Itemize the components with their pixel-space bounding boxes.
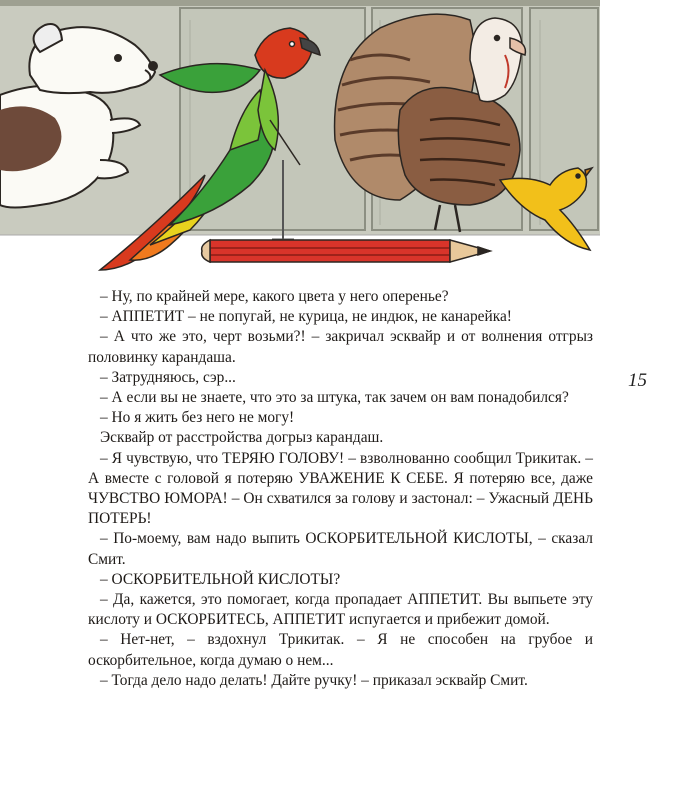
paragraph: – А что же это, черт возьми?! – закричал эсквайр и от волнения отгрыз половинку карандаша. — [88, 328, 593, 366]
paragraph: – Тогда дело надо делать! Дайте ручку! – приказал эсквайр Смит. — [100, 671, 528, 689]
book-illustration — [0, 0, 680, 285]
paragraph: – Затрудняюсь, сэр... — [100, 368, 236, 386]
page-number: 15 — [628, 370, 647, 391]
paragraph: – АППЕТИТ – не попугай, не курица, не индюк, не канарейка! — [100, 308, 512, 326]
illustration-svg — [0, 0, 680, 285]
paragraph: – ОСКОРБИТЕЛЬНОЙ КИСЛОТЫ? — [100, 570, 341, 588]
pencil-icon — [202, 240, 490, 262]
paragraph: – Ну, по крайней мере, какого цвета у него оперенье? — [100, 288, 449, 305]
paragraph: – Я чувствую, что ТЕРЯЮ ГОЛОВУ! – взволнованно сообщил Трикитак. – А вместе с головой я потеряю УВАЖЕНИЕ К СЕБЕ. Я потеряю все, даже ЧУВСТВО ЮМОРА! – Он схватился за голову и застонал: – Ужасный ДЕНЬ ПОТЕРЬ! — [88, 449, 593, 528]
paragraph: – Но я жить без него не могу! — [100, 409, 295, 427]
paragraph: – Нет-нет, – вздохнул Трикитак. – Я не способен на грубое и оскорбительное, когда думаю о нем... — [88, 631, 593, 669]
paragraph: – Да, кажется, это помогает, когда пропадает АППЕТИТ. Вы выпьете эту кислоту и ОСКОРБИТЕСЬ, АППЕТИТ испугается и прибежит домой. — [88, 591, 593, 629]
story-text — [88, 287, 593, 691]
paragraph: – По-моему, вам надо выпить ОСКОРБИТЕЛЬНОЙ КИСЛОТЫ, – сказал Смит. — [88, 530, 593, 568]
paragraph: Эсквайр от расстройства догрыз карандаш. — [100, 429, 384, 447]
paragraph: – А если вы не знаете, что это за штука, так зачем он вам понадобился? — [100, 389, 569, 407]
